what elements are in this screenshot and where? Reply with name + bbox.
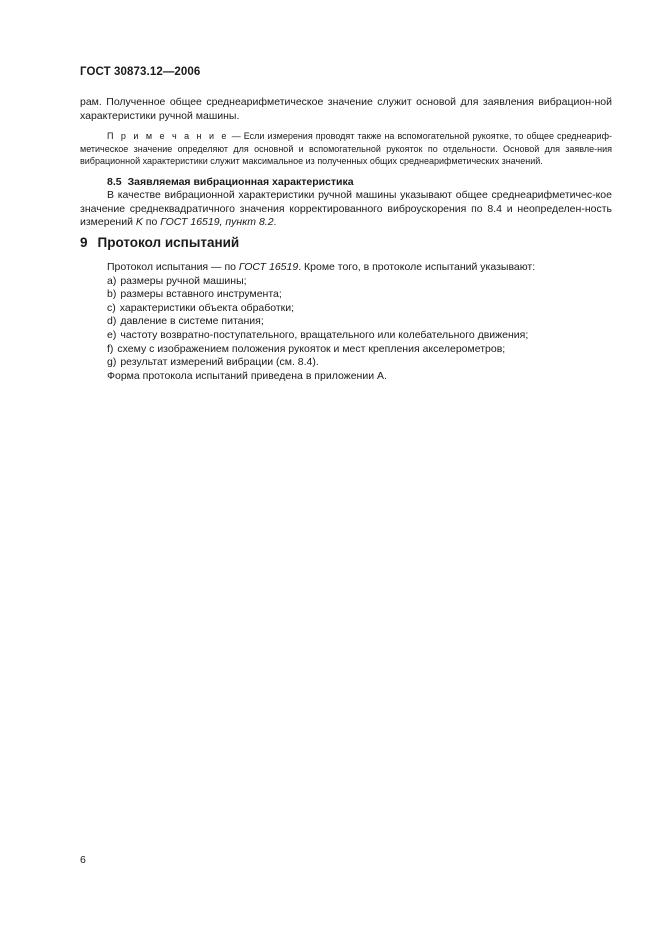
page-number: 6 (80, 854, 86, 866)
document-header: ГОСТ 30873.12—2006 (80, 66, 201, 78)
list-item (80, 356, 612, 370)
subsection-text-2: по (142, 216, 161, 228)
list-item-text: размеры ручной машины; (120, 274, 247, 287)
list-item (80, 329, 612, 343)
note-paragraph (80, 130, 612, 168)
section-title: Протокол испытаний (97, 235, 240, 250)
intro-gost-reference: ГОСТ 16519 (238, 261, 299, 273)
subsection-paragraph (80, 189, 612, 230)
section-intro (80, 261, 612, 275)
list-item-text: характеристики объекта обработки; (119, 301, 295, 314)
list-item (80, 315, 612, 329)
intro-text-2: . Кроме того, в протоколе испытаний указывают: (298, 261, 536, 273)
list-item-letter: b) (107, 288, 117, 301)
section-outro: Форма протокола испытаний приведена в приложении А. (107, 369, 387, 382)
list-item-letter: e) (107, 328, 117, 341)
subsection-text-end: . (273, 216, 277, 228)
variable-k: K (135, 216, 143, 228)
list-item (80, 275, 612, 289)
section-9-body (80, 261, 612, 383)
list-item-text: частоту возвратно-поступательного, вращательного или колебательного движения; (120, 328, 529, 341)
list-item-letter: g) (107, 356, 117, 369)
subsection-number: 8.5 (107, 175, 122, 188)
note-text: Если измерения проводят также на вспомогательной рукоятке, то общее среднеариф-метическое значение определяют для основной и вспомогательной рукояток по отдельности. Основой для заявле-ния вибрационной характеристики служит максимальное из полученных общих среднеарифметических значений. (80, 131, 612, 166)
subsection-text-1: В качестве вибрационной характеристики ручной машины указывают общее среднеарифметичес-кое значение среднеквадратичного значения корректированного виброускорения по 8.4 и неопределен-ность измерений (80, 189, 612, 228)
list-item-text: размеры вставного инструмента; (120, 288, 282, 301)
subsection-heading (80, 176, 612, 190)
note-label: П р и м е ч а н и е (107, 131, 229, 141)
list-item-text: давление в системе питания; (120, 315, 264, 328)
list-item-text: схему с изображением положения рукояток и мест крепления акселерометров; (117, 342, 506, 355)
list-item (80, 288, 612, 302)
protocol-items-list (80, 275, 612, 370)
list-item-letter: a) (107, 274, 117, 287)
section-number: 9 (80, 235, 88, 250)
section-8-continuation (80, 96, 612, 230)
gost-reference: ГОСТ 16519, пункт 8.2 (160, 216, 274, 228)
note-dash: — (228, 131, 244, 141)
intro-text-1: Протокол испытания — по (107, 261, 239, 273)
list-item-letter: f) (107, 342, 114, 355)
section-heading (80, 235, 239, 250)
continuation-paragraph: рам. Полученное общее среднеарифметическое значение служит основой для заявления вибрацион-ной характеристики ручной машины. (80, 96, 612, 122)
list-item (80, 343, 612, 357)
list-item-letter: d) (107, 315, 117, 328)
list-item-text: результат измерений вибрации (см. 8.4). (120, 356, 319, 369)
subsection-title: Заявляемая вибрационная характеристика (127, 175, 354, 188)
list-item (80, 302, 612, 316)
list-item-letter: c) (107, 301, 116, 314)
